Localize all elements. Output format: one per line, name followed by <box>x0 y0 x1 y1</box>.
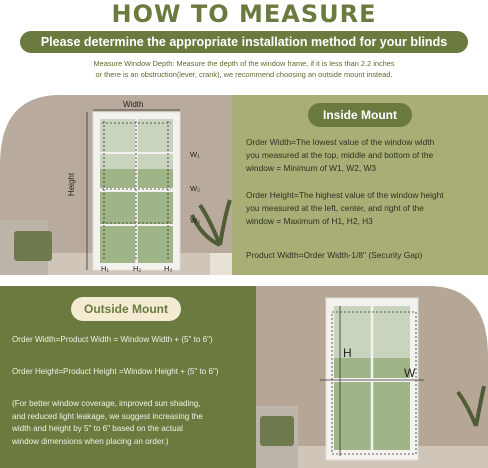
h3-label: H₃ <box>164 264 173 273</box>
text-line: Order Height=The highest value of the window height <box>246 190 444 200</box>
outside-order-width: Order Width=Product Width = Window Width + (5" to 6") <box>12 335 213 344</box>
text-line: window dimensions when placing an order.) <box>12 436 169 446</box>
h2-label: H₂ <box>133 264 142 273</box>
inside-mount-badge: Inside Mount <box>308 103 412 127</box>
w3-label: W₃ <box>190 216 201 225</box>
outside-w-label: W <box>404 366 416 380</box>
inside-order-height <box>246 189 471 228</box>
height-label: Height <box>67 172 77 197</box>
h1-label: H₁ <box>101 264 109 273</box>
text-line: (For better window coverage, improved sun shading, <box>12 399 201 408</box>
w2-label: W₂ <box>190 184 200 193</box>
inside-product-width: Product Width=Order Width-1/8" (Security Gap) <box>246 250 423 260</box>
text-line: you measured at the left, center, and right of the <box>246 203 424 213</box>
w1-label: W₁ <box>190 150 200 159</box>
inside-order-width <box>246 136 471 175</box>
page-title: HOW TO MEASURE <box>111 0 377 28</box>
subtitle-banner: Please determine the appropriate installation method for your blinds <box>20 31 468 53</box>
width-label: Width <box>123 100 144 109</box>
text-line: you measured at the top, middle and bottom of the <box>246 150 434 160</box>
text-line: Order Width=The lowest value of the window width <box>246 137 435 147</box>
depth-note-line: Measure Window Depth: Measure the depth of the window frame, if it is less than 2.2 inches <box>93 59 395 68</box>
text-line: width and height by 5" to 6" based on the actual <box>12 424 183 433</box>
text-line: window = Maximum of H1, H2, H3 <box>246 216 373 226</box>
depth-note-line: or there is an obstruction(lever, crank), we recommend choosing an outside mount instead. <box>95 70 393 79</box>
outside-mount-photo <box>256 286 488 468</box>
outside-order-height: Order Height=Product Height =Window Height + (5" to 6") <box>12 367 219 376</box>
outside-h-label: H <box>343 346 352 360</box>
text-line: and reduced light leakage, we suggest increasing the <box>12 411 203 421</box>
text-line: window = Minimum of W1, W2, W3 <box>246 163 377 173</box>
outside-advice <box>12 398 248 448</box>
outside-mount-badge: Outside Mount <box>71 297 181 321</box>
depth-note <box>40 58 448 80</box>
